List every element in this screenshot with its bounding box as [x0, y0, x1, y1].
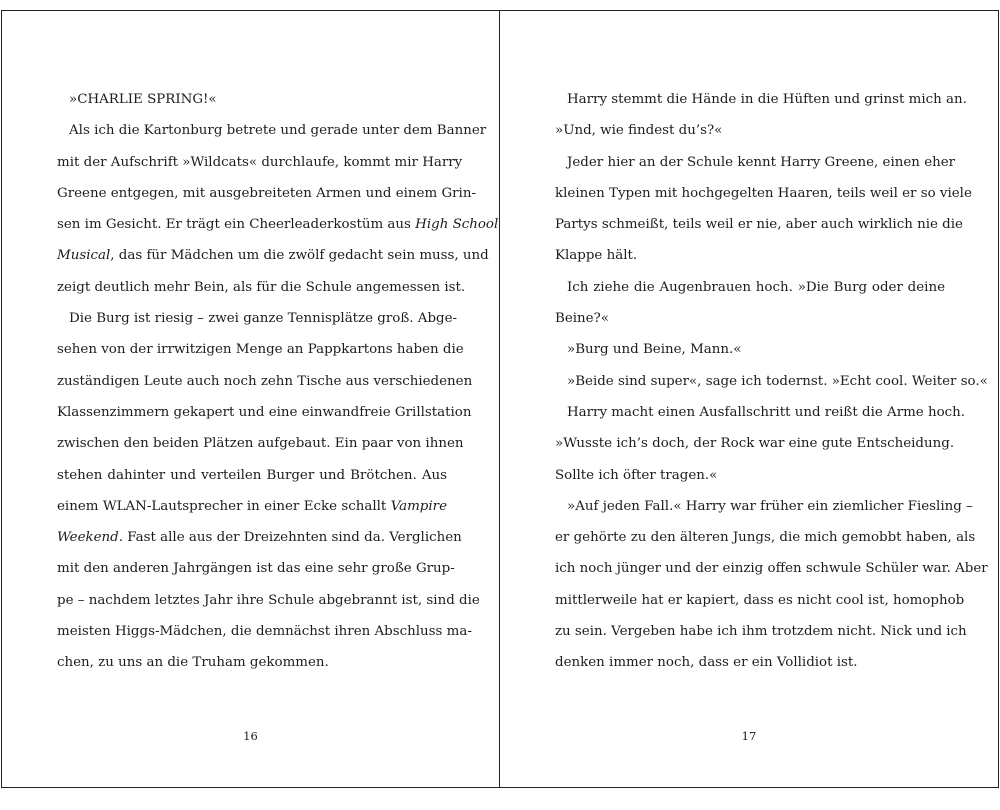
page-number-left: 16 [243, 729, 258, 743]
text-segment: »Wusste ich’s doch, der Rock war eine gute Entscheidung. [555, 436, 955, 452]
text-line [57, 428, 464, 459]
left-page [2, 11, 500, 787]
text-segment: pe – nachdem letztes Jahr ihre Schule abgebrannt ist, sind die [57, 592, 480, 608]
text-line [57, 178, 476, 209]
text-line [57, 491, 447, 522]
text-segment: zuständigen Leute auch noch zehn Tische aus verschiedenen [57, 373, 473, 389]
text-line [555, 553, 988, 584]
text-segment: Als ich die Kartonburg betrete und gerade unter dem Banner [69, 123, 487, 139]
paragraph [555, 334, 945, 365]
text-segment: denken immer noch, dass er ein Vollidiot ist. [555, 655, 858, 671]
italic-title: Vampire [390, 498, 447, 514]
text-segment: sehen von der irrwitzigen Menge an Pappkartons haben die [57, 342, 464, 358]
italic-title: Musical [57, 248, 111, 264]
text-line [57, 240, 489, 271]
text-segment: Klappe hält. [555, 248, 638, 264]
text-segment: Harry macht einen Ausfallschritt und reißt die Arme hoch. [567, 404, 966, 420]
paragraph [555, 147, 972, 272]
text-line [555, 428, 955, 459]
text-segment: meisten Higgs-Mädchen, die demnächst ihren Abschluss ma- [57, 624, 472, 640]
text-line [555, 397, 966, 428]
text-segment: zwischen den beiden Plätzen aufgebaut. Ein paar von ihnen [57, 436, 464, 452]
paragraph [555, 397, 966, 491]
text-line [57, 303, 458, 334]
text-segment: er gehörte zu den älteren Jungs, die mich gemobbt haben, als [555, 530, 976, 546]
text-segment: Beine?« [555, 311, 609, 327]
text-line [555, 460, 945, 491]
text-segment: einem WLAN-Lautsprecher in einer Ecke schallt [57, 498, 391, 514]
text-line [57, 460, 447, 491]
text-line [555, 303, 945, 334]
text-line [57, 522, 462, 553]
text-line [555, 147, 956, 178]
text-segment: Harry stemmt die Hände in die Hüften und grinst mich an. [567, 92, 967, 107]
text-segment: kleinen Typen mit hochgegelten Haaren, teils weil er so viele [555, 185, 972, 201]
text-segment: »Und, wie findest du’s?« [555, 123, 723, 139]
paragraph [57, 303, 480, 679]
text-segment: stehen dahinter und verteilen Burger und Brötchen. Aus [57, 467, 447, 483]
text-line [555, 491, 973, 522]
italic-title: Weekend [57, 530, 119, 546]
paragraph [555, 366, 988, 397]
text-segment: mit den anderen Jahrgängen ist das eine sehr große Grup- [57, 561, 455, 577]
text-line [57, 272, 466, 303]
text-line [555, 522, 976, 553]
text-line [555, 115, 945, 146]
text-segment: Klassenzimmern gekapert und eine einwandfreie Grillstation [57, 404, 472, 420]
text-line [57, 209, 499, 240]
text-segment: »Beide sind super«, sage ich todernst. »Echt cool. Weiter so.« [567, 373, 988, 389]
text-segment: Ich ziehe die Augenbrauen hoch. »Die Burg oder deine [567, 279, 945, 295]
text-segment: Die Burg ist riesig – zwei ganze Tennisplätze groß. Abge- [69, 311, 458, 327]
page-number-right: 17 [741, 729, 757, 743]
text-line [555, 585, 965, 616]
text-segment: »CHARLIE SPRING!« [69, 92, 217, 107]
text-line [57, 553, 455, 584]
text-segment: chen, zu uns an die Truham gekommen. [57, 655, 329, 671]
text-line [555, 178, 972, 209]
text-segment: Jeder hier an der Schule kennt Harry Greene, einen eher [567, 154, 956, 170]
right-page [500, 11, 998, 787]
text-segment: mit der Aufschrift »Wildcats« durchlaufe, kommt mir Harry [57, 154, 463, 170]
text-segment: »Auf jeden Fall.« Harry war früher ein ziemlicher Fiesling – [567, 498, 973, 514]
text-line [57, 366, 473, 397]
text-segment: , das für Mädchen um die zwölf gedacht sein muss, und [110, 248, 489, 264]
text-line [555, 240, 945, 271]
paragraph [57, 84, 447, 115]
paragraph [57, 115, 499, 303]
text-segment: mittlerweile hat er kapiert, dass es nicht cool ist, homophob [555, 592, 965, 608]
text-segment: »Burg und Beine, Mann.« [567, 342, 742, 358]
text-segment: ich noch jünger und der einzig offen schwule Schüler war. Aber [555, 561, 988, 577]
text-segment: Greene entgegen, mit ausgebreiteten Armen und einem Grin- [57, 185, 476, 201]
text-line [555, 272, 945, 303]
text-line [555, 647, 945, 678]
text-line [555, 334, 945, 365]
paragraph [555, 491, 988, 679]
paragraph [555, 84, 967, 147]
book-spread [1, 10, 999, 788]
text-segment: . Fast alle aus der Dreizehnten sind da. Verglichen [118, 530, 462, 546]
text-line [555, 616, 967, 647]
text-line [555, 84, 967, 115]
text-line [57, 334, 464, 365]
text-line [555, 209, 963, 240]
paragraph [555, 272, 945, 335]
text-segment: Sollte ich öfter tragen.« [555, 467, 718, 483]
right-page-text [555, 84, 988, 679]
text-line [555, 366, 988, 397]
text-segment: sen im Gesicht. Er trägt ein Cheerleaderkostüm aus [57, 217, 416, 233]
text-line [57, 616, 472, 647]
italic-title: High School [415, 217, 499, 233]
text-segment: zeigt deutlich mehr Bein, als für die Schule angemessen ist. [57, 279, 466, 295]
text-line [57, 147, 463, 178]
text-segment: Partys schmeißt, teils weil er nie, aber auch wirklich nie die [555, 217, 963, 233]
left-page-text [57, 84, 499, 679]
text-line [57, 397, 472, 428]
text-line [57, 585, 480, 616]
text-line [57, 84, 447, 115]
text-segment: zu sein. Vergeben habe ich ihm trotzdem nicht. Nick und ich [555, 624, 967, 640]
text-line [57, 647, 447, 678]
text-line [57, 115, 487, 146]
